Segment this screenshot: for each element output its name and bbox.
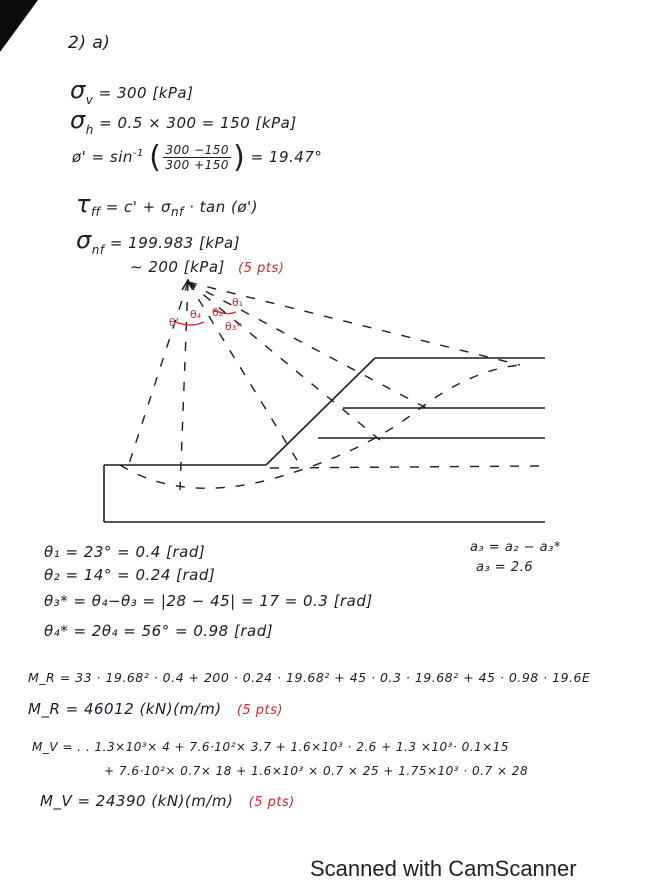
a3-line-1: a₃ = a₂ − a₃* [470, 540, 561, 555]
theta-prime-label: θ' [169, 316, 179, 329]
mv-points: (5 pts) [248, 795, 295, 810]
phi-fraction [163, 143, 231, 172]
scanner-watermark: Scanned with CamScanner [310, 856, 577, 881]
phi-line: ø' = $\sin^{-1}$ ( $\frac{300 -150}{300 +150}$ ) = 19.47° [72, 140, 323, 175]
approx-points: (5 pts) [238, 261, 285, 276]
phi-result: = 19.47° [250, 148, 323, 166]
failure-surface [120, 365, 520, 488]
slope-diagram [0, 270, 647, 532]
tau-tail: · tan (ø') [189, 198, 259, 216]
mr-line-2 [28, 700, 283, 718]
radius-line-1 [127, 282, 188, 470]
theta1-label: θ₁ [232, 296, 244, 309]
mv-result: M_V = 24390 (kN)(m/m) [40, 792, 234, 810]
phi-lhs: ø' = sin [72, 148, 133, 166]
sigma-h-symbol: $\sigma_h$ [70, 106, 94, 137]
tau-sub2: nf [171, 205, 184, 219]
tau-symbol: τ [76, 190, 91, 218]
radius-line-2 [180, 282, 188, 490]
phi-numerator: 300 −150 [165, 143, 230, 157]
theta3-line: θ₃* = θ₄−θ₃ = |28 − 45| = 17 = 0.3 [rad] [44, 592, 373, 610]
sigma-v-symbol: $\sigma_v$ [70, 76, 94, 107]
mr-points: (5 pts) [236, 703, 283, 718]
sigma-nf-line [76, 226, 240, 257]
theta3s-label: θ₃* [225, 320, 242, 333]
mr-line-1: M_R = 33 · 19.68² · 0.4 + 200 · 0.24 · 19.68² + 45 · 0.3 · 19.68² + 45 · 0.98 · 19.6E [28, 670, 591, 685]
sigma-h-line [70, 106, 297, 137]
theta4-line: θ₄* = 2θ₄ = 56° = 0.98 [rad] [44, 622, 274, 640]
sigma-nf-value: = 199.983 [kPa] [109, 234, 241, 252]
a3-line-2: a₃ = 2.6 [476, 560, 534, 575]
theta2-label: θ₂ [212, 306, 224, 319]
sigma-v-line [70, 76, 193, 107]
mv-line-3 [40, 792, 295, 810]
theta2-line: θ₂ = 14° = 0.24 [rad] [44, 566, 216, 584]
mr-result: M_R = 46012 (kN)(m/m) [28, 700, 222, 718]
theta1-line: θ₁ = 23° = 0.4 [rad] [44, 543, 206, 561]
phi-inverse: -1 [132, 148, 144, 159]
tau-rhs: = c' + σ [105, 198, 172, 216]
sigma-v-value: = 300 [kPa] [98, 84, 194, 102]
phi-denominator: 300 +150 [165, 158, 230, 172]
tau-sub: ff [90, 205, 101, 219]
scan-corner-shadow [0, 0, 38, 52]
theta4-label: θ₄ [190, 308, 202, 321]
tau-line [76, 190, 258, 219]
lower-dashed-layer [270, 466, 540, 468]
sigma-h-value: = 0.5 × 300 = 150 [kPa] [99, 114, 297, 132]
radius-line-3 [188, 282, 300, 465]
mv-line-1: M_V = . . 1.3×10³× 4 + 7.6·10²× 3.7 + 1.6×10³ · 2.6 + 1.3 ×10³· 0.1×15 [32, 740, 510, 754]
approx-value: ∼ 200 [kPa] [130, 258, 225, 276]
slope-face [266, 358, 375, 465]
sigma-nf-symbol: $\sigma_{nf}$ [76, 226, 105, 257]
mv-line-2: + 7.6·10²× 0.7× 18 + 1.6×10³ × 0.7 × 25 + 1.75×10³ · 0.7 × 28 [104, 764, 529, 778]
radius-line-5 [188, 282, 430, 410]
problem-label: 2) a) [68, 33, 111, 53]
angle-arc-1 [176, 322, 204, 325]
